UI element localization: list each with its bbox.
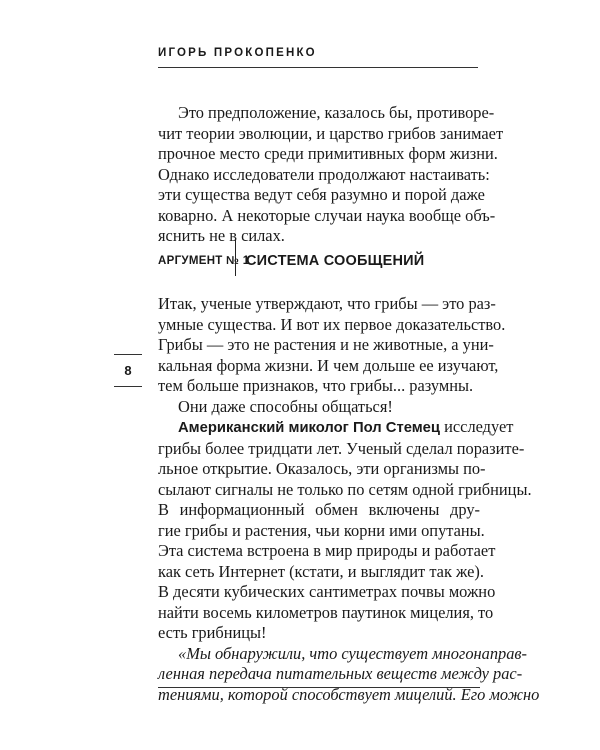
page-number-rule-top [114, 354, 142, 355]
footer-rule [158, 687, 480, 688]
page-number: 8 [124, 363, 132, 378]
text-line: эти существа ведут себя разумно и порой даже [158, 185, 485, 204]
text-line: чит теории эволюции, и царство грибов занимает [158, 123, 504, 143]
text-line: грибы более тридцати лет. Ученый сделал поразите- [158, 438, 525, 458]
text-fragment: исследует [444, 417, 514, 436]
intro-paragraph [158, 103, 504, 247]
quote-line: «Мы обнаружили, что существует многонаправ- [178, 643, 528, 663]
scientist-name: Американский миколог Пол Стемец [178, 420, 441, 436]
text-line: В информационный обмен включены дру- [158, 500, 480, 519]
quote-line: ленная передача питательных веществ между рас- [158, 664, 523, 683]
argument-divider [235, 240, 236, 276]
text-line: сылают сигналы не только по сетям одной грибницы. [158, 479, 532, 499]
quote-line: тениями, которой способствует мицелий. Его можно [158, 684, 540, 704]
text-line: яснить не в силах. [158, 226, 285, 245]
text-line: В десяти кубических сантиметрах почвы можно [158, 582, 496, 601]
text-line: Грибы — это не растения и не животные, а уни- [158, 335, 494, 354]
header-rule [158, 67, 478, 68]
text-line: найти восемь километров паутинок мицелия, то [158, 602, 494, 622]
text-line: есть грибницы! [158, 623, 267, 642]
argument-label: АРГУМЕНТ № 1 [158, 255, 250, 267]
argument-heading [158, 238, 480, 276]
text-line: коварно. А некоторые случаи наука вообще объ- [158, 205, 496, 225]
argument-title: СИСТЕМА СООБЩЕНИЙ [246, 253, 425, 269]
page-number-rule-bottom [114, 386, 142, 387]
text-line: умные существа. И вот их первое доказательство. [158, 314, 506, 334]
text-line: как сеть Интернет (кстати, и выглядит так же). [158, 561, 484, 581]
text-line: льное открытие. Оказалось, эти организмы по- [158, 459, 486, 478]
text-line: гие грибы и растения, чьи корни ими опутаны. [158, 520, 485, 540]
text-line: Однако исследователи продолжают настаивать: [158, 164, 490, 184]
text-line: кальная форма жизни. И чем дольше ее изучают, [158, 355, 499, 375]
text-line: Итак, ученые утверждают, что грибы — это раз- [158, 294, 496, 313]
text-line: Это предположение, казалось бы, противоре- [178, 103, 495, 122]
text-line: тем больше признаков, что грибы... разумны. [158, 376, 474, 395]
text-line: прочное место среди примитивных форм жизни. [158, 144, 498, 163]
running-head: ИГОРЬ ПРОКОПЕНКО [158, 47, 317, 59]
body-text [158, 294, 540, 705]
text-line: Эта система встроена в мир природы и работает [158, 541, 496, 560]
text-line [158, 417, 514, 439]
text-line: Они даже способны общаться! [178, 396, 393, 416]
